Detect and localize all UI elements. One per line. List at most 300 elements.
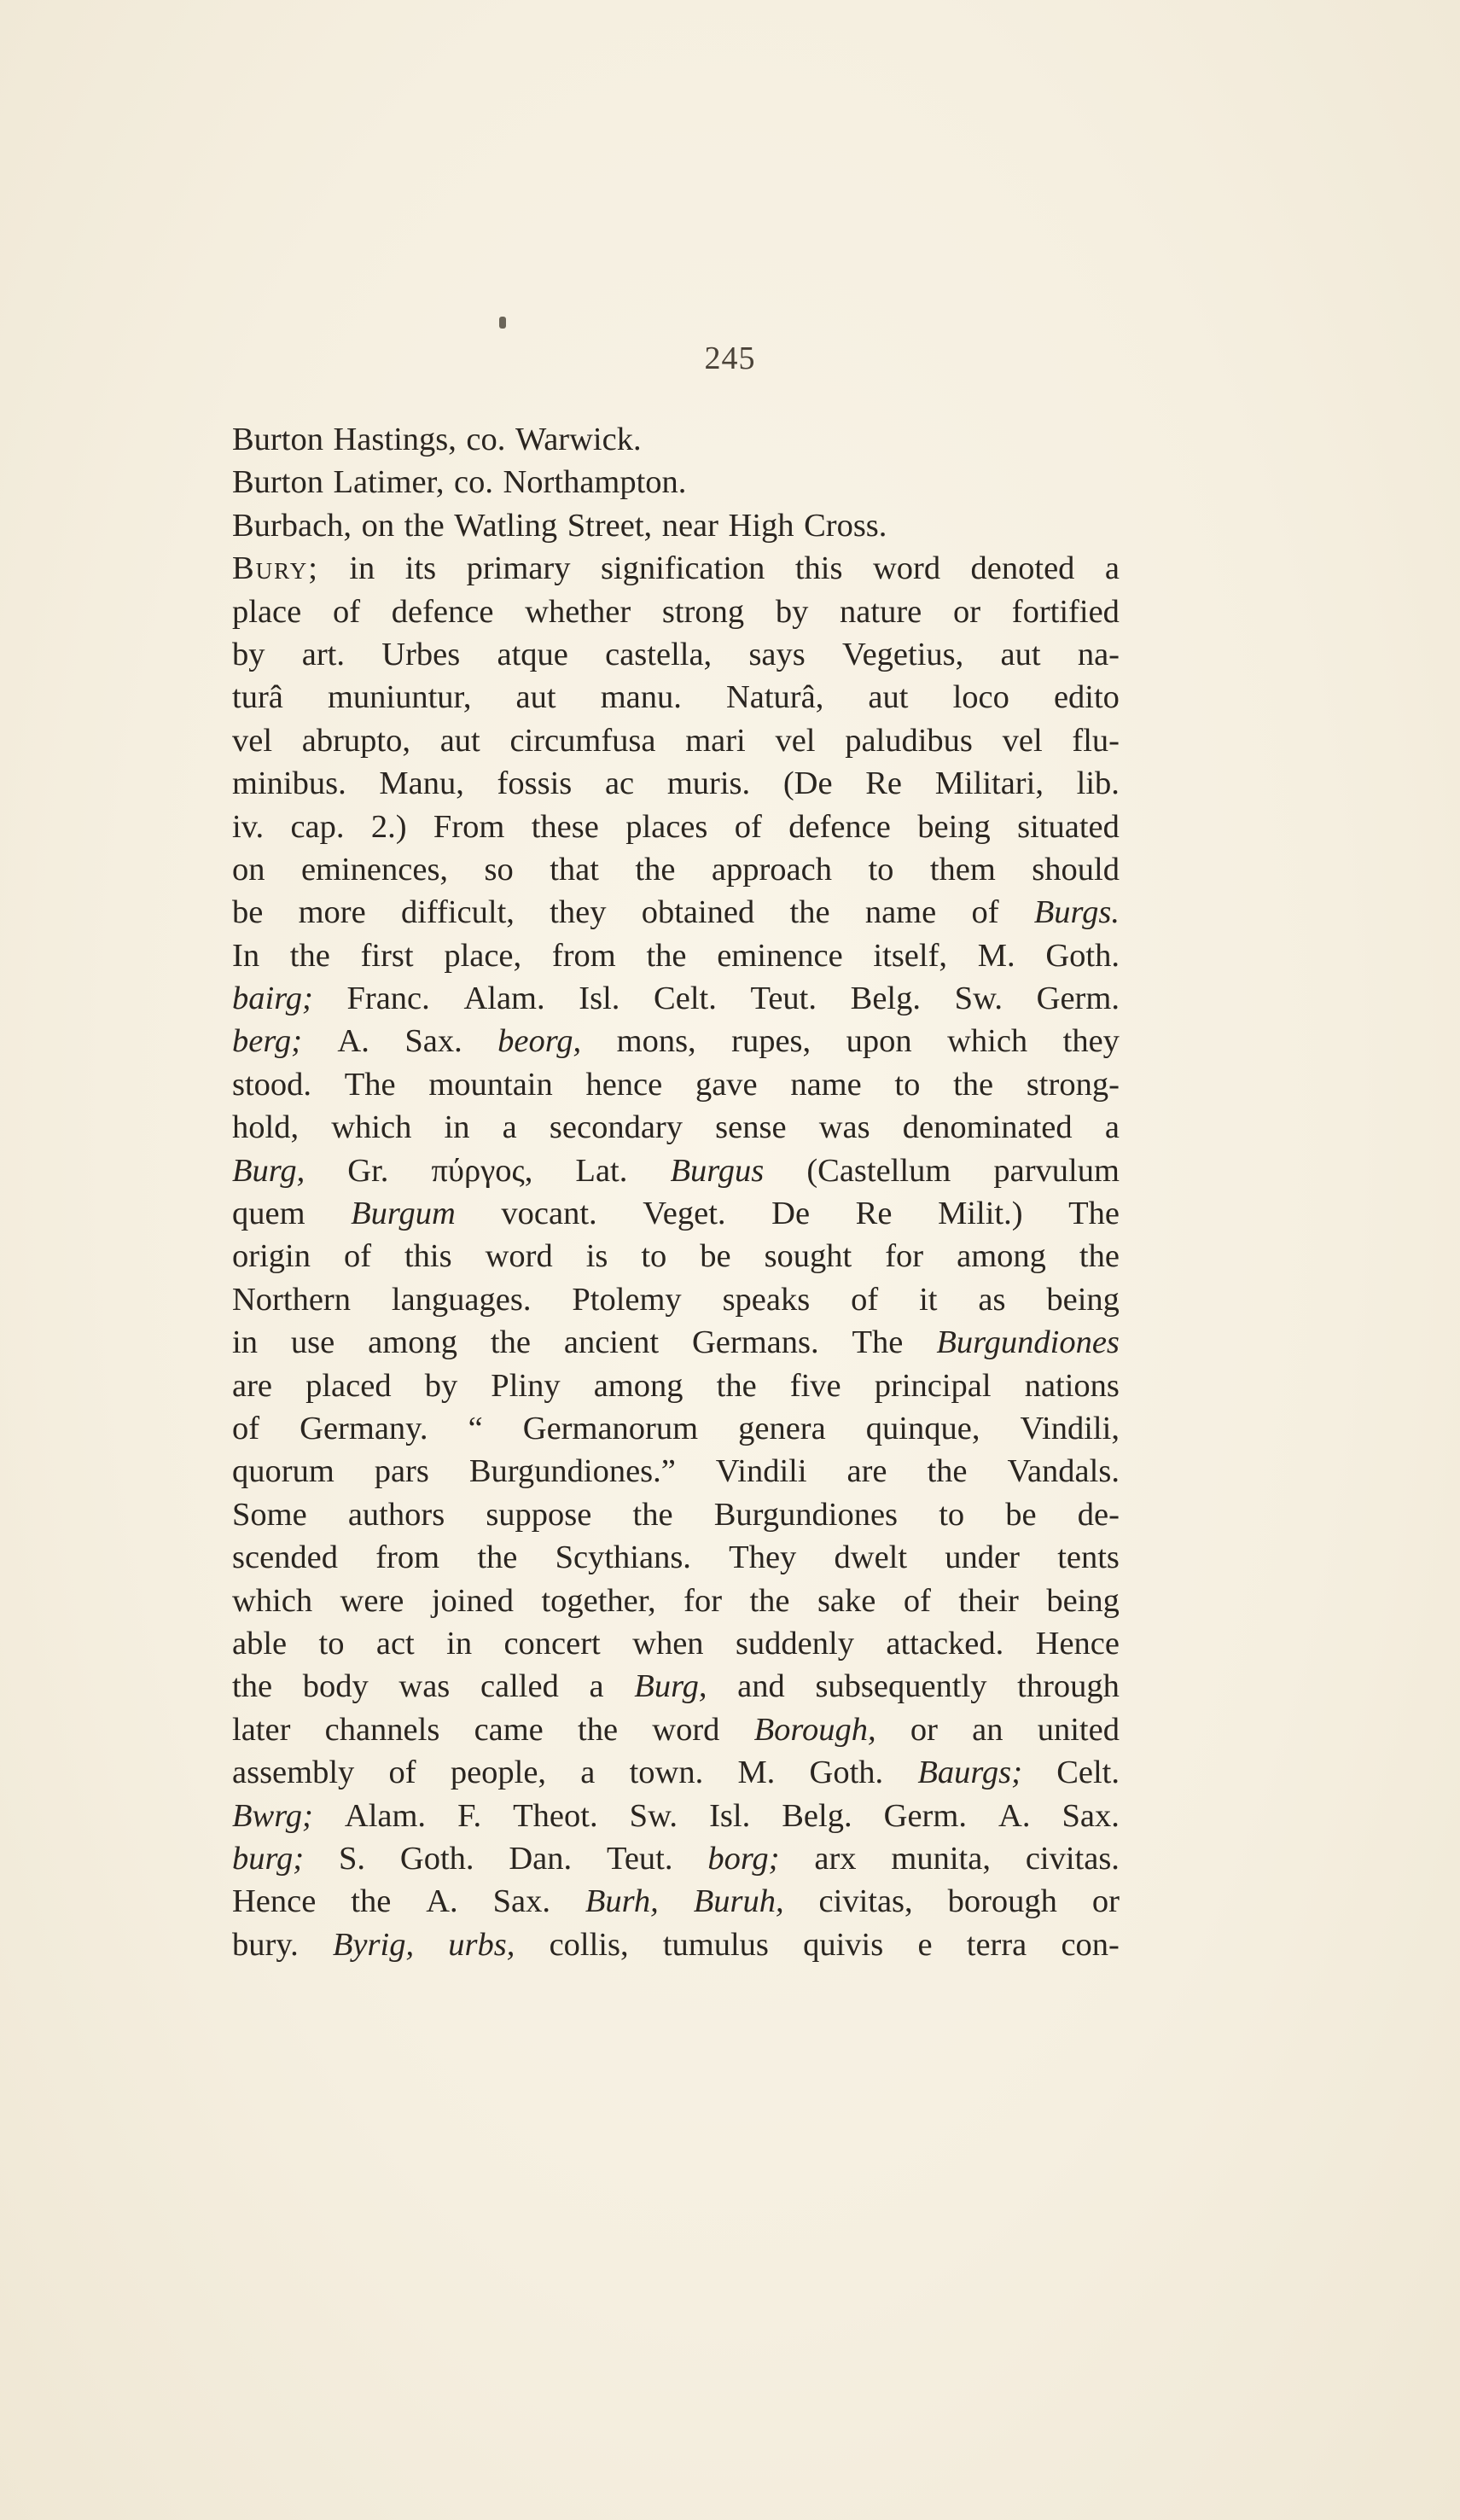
word: co.: [453, 464, 493, 501]
text-line: [232, 1622, 1120, 1665]
word: Burgundiones: [713, 1496, 899, 1533]
word: word: [652, 1711, 720, 1748]
word: Urbes: [381, 636, 461, 672]
word: to: [868, 851, 894, 888]
word: together,: [541, 1582, 656, 1619]
text-line: [232, 1235, 1120, 1277]
word: so: [484, 851, 514, 888]
word: aut: [515, 679, 556, 716]
word: a: [1104, 550, 1120, 587]
word: denominated: [902, 1109, 1073, 1146]
word: the: [927, 1453, 968, 1490]
word: Burgundiones: [936, 1324, 1120, 1361]
word: Some: [232, 1496, 307, 1533]
text-line: [232, 1450, 1120, 1493]
word: art.: [301, 636, 345, 672]
word: gave: [695, 1066, 758, 1103]
word: F.: [457, 1797, 482, 1834]
word: by: [775, 593, 809, 630]
word: Re: [855, 1196, 893, 1232]
text-line: [232, 1106, 1120, 1149]
word: quorum: [232, 1453, 334, 1490]
word: Germ.: [1036, 981, 1120, 1017]
word: M.: [737, 1755, 776, 1791]
text-line: [232, 1708, 1120, 1751]
word: Vegetius,: [842, 636, 964, 672]
word: vel: [232, 722, 273, 759]
word: the: [477, 1539, 518, 1576]
word: as: [978, 1281, 1006, 1318]
word: place: [232, 593, 302, 630]
word: Baurgs;: [917, 1755, 1022, 1791]
word: eminences,: [300, 851, 449, 888]
word: The: [1068, 1196, 1120, 1232]
word: difficult,: [400, 894, 515, 931]
word: Ptolemy: [572, 1281, 682, 1318]
word: na-: [1077, 636, 1120, 672]
word: arx: [814, 1840, 857, 1877]
word: Manu,: [379, 765, 464, 802]
word: it: [919, 1281, 938, 1318]
word: co.: [466, 422, 506, 457]
word: civitas,: [818, 1883, 913, 1920]
word: burg;: [232, 1840, 305, 1877]
word: or: [910, 1711, 938, 1748]
text-line: [232, 1278, 1120, 1321]
word: Hence: [1035, 1625, 1120, 1662]
word: denoted: [970, 550, 1075, 587]
word: fortified: [1011, 593, 1120, 630]
word: the: [789, 894, 830, 931]
word: Cross.: [804, 507, 887, 544]
word: castella,: [605, 636, 713, 672]
word: Burg,: [232, 1152, 305, 1189]
word: obtained: [641, 894, 755, 931]
word: subsequently: [815, 1668, 987, 1705]
word: principal: [874, 1367, 992, 1404]
word: stood.: [232, 1066, 312, 1103]
word: a: [580, 1755, 596, 1791]
word: urbs,: [448, 1926, 515, 1963]
word: Burg,: [634, 1668, 707, 1705]
word: Franc.: [346, 981, 430, 1017]
word: Burh,: [585, 1883, 659, 1920]
word: speaks: [722, 1281, 811, 1318]
word: the: [404, 507, 445, 544]
word: Germany.: [300, 1410, 428, 1446]
word: name: [790, 1066, 862, 1103]
word: among: [957, 1238, 1046, 1275]
word: the: [289, 937, 330, 974]
word: the: [490, 1324, 531, 1361]
word: channels: [324, 1711, 440, 1748]
word: πύργος,: [431, 1152, 533, 1189]
word: A.: [337, 1023, 369, 1060]
word: aut: [1000, 636, 1041, 672]
text-line: [232, 719, 1120, 762]
text-line: [232, 1407, 1120, 1450]
word: Bwrg;: [232, 1797, 313, 1834]
word: Burgs.: [1033, 894, 1120, 931]
word: and: [737, 1668, 785, 1705]
word: hold,: [232, 1109, 300, 1146]
word: among: [368, 1324, 457, 1361]
word: 2.): [370, 808, 407, 845]
word: Hastings,: [333, 422, 457, 457]
word: attacked.: [886, 1625, 1004, 1662]
word: Burton: [232, 464, 323, 501]
word: iv.: [232, 808, 265, 845]
word: mons,: [616, 1023, 696, 1060]
word: in: [446, 1625, 473, 1662]
text-line: [232, 977, 1120, 1020]
text-line: [232, 1923, 1120, 1966]
text-line: [232, 1665, 1120, 1708]
word: pars: [374, 1453, 429, 1490]
word: Goth.: [809, 1755, 884, 1791]
word: cap.: [290, 808, 345, 845]
word: ac: [604, 765, 635, 802]
word: Teut.: [750, 981, 817, 1017]
word: of: [903, 1582, 931, 1619]
text-line: [232, 1321, 1120, 1364]
word: mari: [685, 722, 746, 759]
word: From: [433, 808, 505, 845]
word: eminence: [717, 937, 843, 974]
word: secondary: [549, 1109, 683, 1146]
word: from: [375, 1539, 440, 1576]
word: Northampton.: [503, 464, 687, 501]
word: the: [749, 1582, 790, 1619]
word: borough: [947, 1883, 1057, 1920]
word: placed: [305, 1367, 392, 1404]
word: High: [728, 507, 794, 544]
word: which: [947, 1023, 1028, 1060]
word: sense: [715, 1109, 787, 1146]
word: are: [232, 1367, 272, 1404]
word: for: [683, 1582, 723, 1619]
word: circumfusa: [509, 722, 656, 759]
word: berg;: [232, 1023, 302, 1060]
word: aut: [439, 722, 480, 759]
word: use: [290, 1324, 335, 1361]
word: Isl.: [579, 981, 620, 1017]
word: Militari,: [934, 765, 1044, 802]
word: tumulus: [662, 1926, 769, 1963]
text-line: [232, 591, 1120, 633]
word: word: [485, 1238, 553, 1275]
word: Germans.: [691, 1324, 819, 1361]
word: or: [1091, 1883, 1120, 1920]
word: in: [444, 1109, 470, 1146]
word: five: [789, 1367, 841, 1404]
word: ancient: [563, 1324, 660, 1361]
text-line: [232, 1063, 1120, 1106]
word: Belg.: [782, 1797, 852, 1834]
text-line: [232, 1795, 1120, 1837]
text-line: [232, 1020, 1120, 1062]
word: authors: [347, 1496, 445, 1533]
word: the: [635, 851, 676, 888]
word: The: [852, 1324, 904, 1361]
text-line: [232, 1493, 1120, 1536]
word: muris.: [666, 765, 751, 802]
word: Dan.: [509, 1840, 573, 1877]
word: Naturâ,: [725, 679, 824, 716]
word: edito: [1053, 679, 1120, 716]
word: Gr.: [347, 1152, 389, 1189]
word: came: [474, 1711, 544, 1748]
word: to: [894, 1066, 921, 1103]
word: vel: [775, 722, 816, 759]
word: S.: [338, 1840, 366, 1877]
word: Germanorum: [522, 1410, 699, 1446]
word: Watling: [454, 507, 558, 544]
word: dwelt: [834, 1539, 908, 1576]
word: the: [646, 937, 687, 974]
word: turâ: [232, 679, 283, 716]
text-line: [232, 1149, 1120, 1192]
word: paludibus: [845, 722, 973, 759]
word: Vindili,: [1020, 1410, 1120, 1446]
text-line: [232, 848, 1120, 891]
word: sought: [764, 1238, 852, 1275]
text-line: [232, 1751, 1120, 1794]
word: defence: [391, 593, 494, 630]
word: these: [531, 808, 599, 845]
word: (De: [782, 765, 833, 802]
word: be: [1005, 1496, 1037, 1533]
word: of: [388, 1755, 416, 1791]
word: Goth.: [399, 1840, 474, 1877]
word: genera: [738, 1410, 826, 1446]
word: Buruh,: [693, 1883, 784, 1920]
word: being: [1046, 1582, 1120, 1619]
text-line: [232, 461, 1120, 503]
word: suddenly: [735, 1625, 854, 1662]
word: be: [232, 894, 264, 931]
word: Byrig,: [332, 1926, 415, 1963]
word: muniuntur,: [327, 679, 472, 716]
word: through: [1017, 1668, 1120, 1705]
word: joined: [431, 1582, 515, 1619]
word: nations: [1024, 1367, 1120, 1404]
word: of: [343, 1238, 372, 1275]
word: more: [298, 894, 366, 931]
word: Milit.): [938, 1196, 1023, 1232]
word: Celt.: [654, 981, 717, 1017]
word: e: [917, 1926, 933, 1963]
word: for: [885, 1238, 924, 1275]
word: nature: [840, 593, 922, 630]
word: collis,: [549, 1926, 629, 1963]
word: (Castellum: [806, 1152, 951, 1189]
word: Burgum: [351, 1196, 456, 1232]
word: first: [360, 937, 414, 974]
word: flu-: [1072, 722, 1120, 759]
word: Hence: [232, 1883, 317, 1920]
word: itself,: [873, 937, 948, 974]
word: town.: [629, 1755, 704, 1791]
word: be: [700, 1238, 731, 1275]
word: Belg.: [850, 981, 921, 1017]
word: is: [585, 1238, 608, 1275]
word: origin: [232, 1238, 311, 1275]
word: The: [344, 1066, 396, 1103]
word: In: [232, 937, 260, 974]
word: body: [302, 1668, 369, 1705]
word: parvulum: [993, 1152, 1120, 1189]
word: or: [952, 593, 981, 630]
word: by: [424, 1367, 458, 1404]
word: of: [851, 1281, 879, 1318]
word: united: [1037, 1711, 1120, 1748]
word: being: [1046, 1281, 1120, 1318]
word: in: [232, 1324, 258, 1361]
word: Veget.: [643, 1196, 726, 1232]
word: bairg;: [232, 981, 313, 1017]
word: borg;: [707, 1840, 780, 1877]
word: upon: [846, 1023, 912, 1060]
word: Alam.: [463, 981, 545, 1017]
word: Burbach,: [232, 507, 352, 544]
word: bury.: [232, 1926, 299, 1963]
word: to: [641, 1238, 667, 1275]
ink-speck: [499, 317, 506, 329]
word: called: [480, 1668, 559, 1705]
word: concert: [503, 1625, 601, 1662]
word: the: [232, 1668, 273, 1705]
word: that: [550, 851, 599, 888]
word: of: [734, 808, 762, 845]
word: quivis: [803, 1926, 884, 1963]
body-text: [232, 418, 1120, 1966]
word: munita,: [891, 1840, 991, 1877]
word: tents: [1057, 1539, 1120, 1576]
word: when: [632, 1625, 704, 1662]
word: act: [375, 1625, 415, 1662]
word: strong-: [1026, 1066, 1120, 1103]
text-line: [232, 1837, 1120, 1880]
word: later: [232, 1711, 291, 1748]
word: of: [332, 593, 361, 630]
word: a: [589, 1668, 604, 1705]
word: on: [232, 851, 265, 888]
word: the: [351, 1883, 392, 1920]
page-number: 245: [704, 340, 756, 376]
word: Sax.: [492, 1883, 550, 1920]
word: was: [818, 1109, 870, 1146]
word: Sax.: [404, 1023, 462, 1060]
text-line: [232, 418, 1120, 461]
word: people,: [450, 1755, 547, 1791]
word: Bury;: [232, 550, 319, 587]
word: word: [872, 550, 941, 587]
word: Burgus: [670, 1152, 765, 1189]
text-line: [232, 547, 1120, 590]
word: by: [232, 636, 265, 672]
word: a: [502, 1109, 517, 1146]
word: being: [917, 808, 991, 845]
word: de-: [1077, 1496, 1120, 1533]
word: aut: [868, 679, 909, 716]
word: vocant.: [501, 1196, 597, 1232]
word: this: [404, 1238, 452, 1275]
word: Lat.: [575, 1152, 628, 1189]
word: Teut.: [607, 1840, 673, 1877]
word: quinque,: [865, 1410, 980, 1446]
word: sake: [817, 1582, 876, 1619]
word: Vandals.: [1007, 1453, 1120, 1490]
text-line: [232, 1536, 1120, 1579]
word: signification: [600, 550, 765, 587]
word: the: [632, 1496, 673, 1533]
word: to: [318, 1625, 345, 1662]
word: Celt.: [1056, 1755, 1120, 1791]
word: suppose: [486, 1496, 592, 1533]
word: whether: [525, 593, 631, 630]
word: was: [398, 1668, 451, 1705]
word: the: [953, 1066, 994, 1103]
text-line: [232, 762, 1120, 805]
word: place,: [444, 937, 522, 974]
word: con-: [1061, 1926, 1120, 1963]
word: approach: [711, 851, 832, 888]
word: De: [771, 1196, 811, 1232]
word: Vindili: [715, 1453, 807, 1490]
word: the: [716, 1367, 757, 1404]
word: They: [729, 1539, 797, 1576]
word: A.: [998, 1797, 1031, 1834]
word: should: [1032, 851, 1120, 888]
word: vel: [1002, 722, 1043, 759]
word: Re: [865, 765, 903, 802]
word: a: [1104, 1109, 1120, 1146]
word: A.: [426, 1883, 458, 1920]
text-line: [232, 891, 1120, 934]
word: are: [846, 1453, 887, 1490]
word: minibus.: [232, 765, 346, 802]
word: Street,: [567, 507, 653, 544]
word: under: [945, 1539, 1020, 1576]
word: atque: [497, 636, 568, 672]
word: Warwick.: [515, 422, 642, 457]
text-line: [232, 1192, 1120, 1235]
word: quem: [232, 1196, 305, 1232]
word: strong: [661, 593, 745, 630]
text-line: [232, 1880, 1120, 1923]
word: Isl.: [709, 1797, 751, 1834]
word: of: [232, 1410, 260, 1446]
word: which: [331, 1109, 412, 1146]
word: beorg,: [497, 1023, 582, 1060]
word: hence: [585, 1066, 663, 1103]
word: situated: [1017, 808, 1120, 845]
text-line: [232, 676, 1120, 719]
word: an: [972, 1711, 1003, 1748]
word: they: [550, 894, 607, 931]
word: Theot.: [513, 1797, 598, 1834]
text-line: [232, 1580, 1120, 1622]
word: rupes,: [731, 1023, 811, 1060]
word: the: [578, 1711, 619, 1748]
word: this: [794, 550, 843, 587]
word: they: [1062, 1023, 1120, 1060]
word: Sw.: [629, 1797, 678, 1834]
word: which: [232, 1582, 313, 1619]
word: near: [661, 507, 718, 544]
text-line: [232, 806, 1120, 848]
